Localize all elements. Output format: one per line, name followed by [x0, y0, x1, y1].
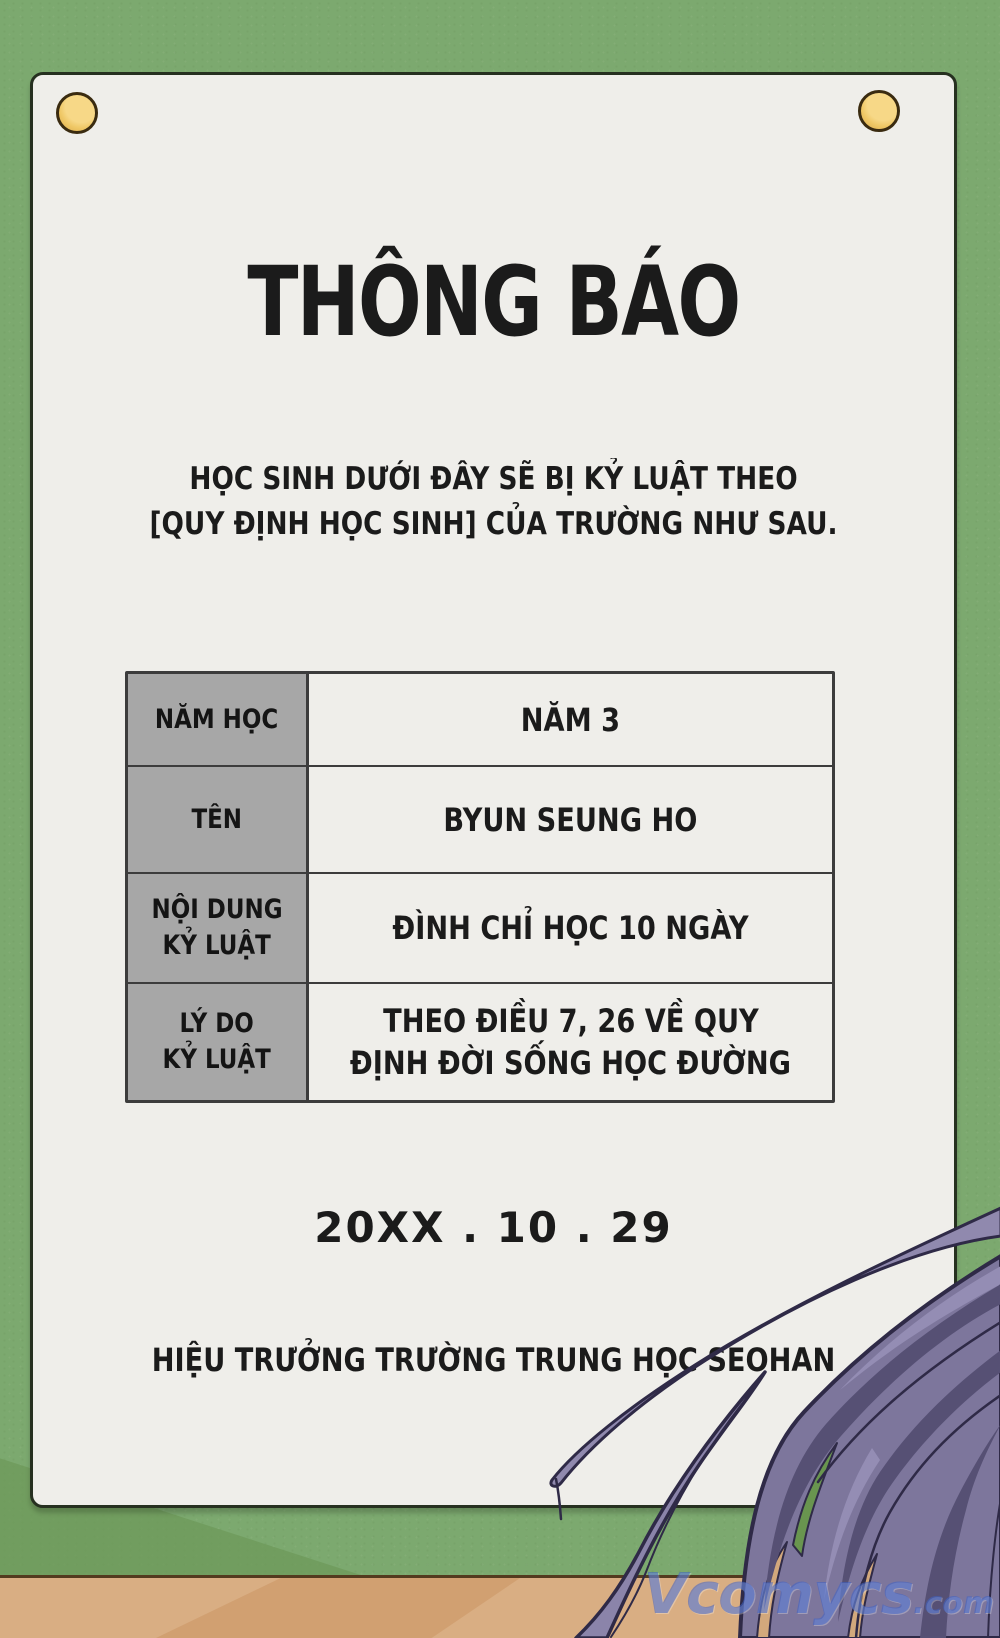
- row-value: BYUN SEUNG HO: [443, 800, 698, 839]
- row-value: ĐÌNH CHỈ HỌC 10 NGÀY: [392, 909, 749, 947]
- notice-title: THÔNG BÁO: [247, 246, 740, 358]
- intro-line-2: [QUY ĐỊNH HỌC SINH] CỦA TRƯỜNG NHƯ SAU.: [149, 506, 838, 542]
- notice-date: 20XX . 10 . 29: [314, 1203, 673, 1252]
- signature-line: HIỆU TRƯỞNG TRƯỜNG TRUNG HỌC SEOHAN: [151, 1341, 836, 1379]
- row-label: LÝ DO KỶ LUẬT: [128, 984, 309, 1100]
- site-watermark: [644, 1562, 994, 1627]
- row-label: NĂM HỌC: [128, 674, 309, 765]
- row-label: NỘI DUNG KỶ LUẬT: [128, 874, 309, 982]
- row-label: TÊN: [128, 767, 309, 872]
- watermark-text: Vcomycs: [643, 1562, 913, 1627]
- watermark-suffix: .com: [912, 1586, 994, 1621]
- row-value: THEO ĐIỀU 7, 26 VỀ QUY ĐỊNH ĐỜI SỐNG HỌC ĐƯỜNG: [349, 1002, 791, 1082]
- intro-line-1: HỌC SINH DƯỚI ĐÂY SẼ BỊ KỶ LUẬT THEO: [189, 461, 798, 497]
- row-value: NĂM 3: [520, 700, 621, 739]
